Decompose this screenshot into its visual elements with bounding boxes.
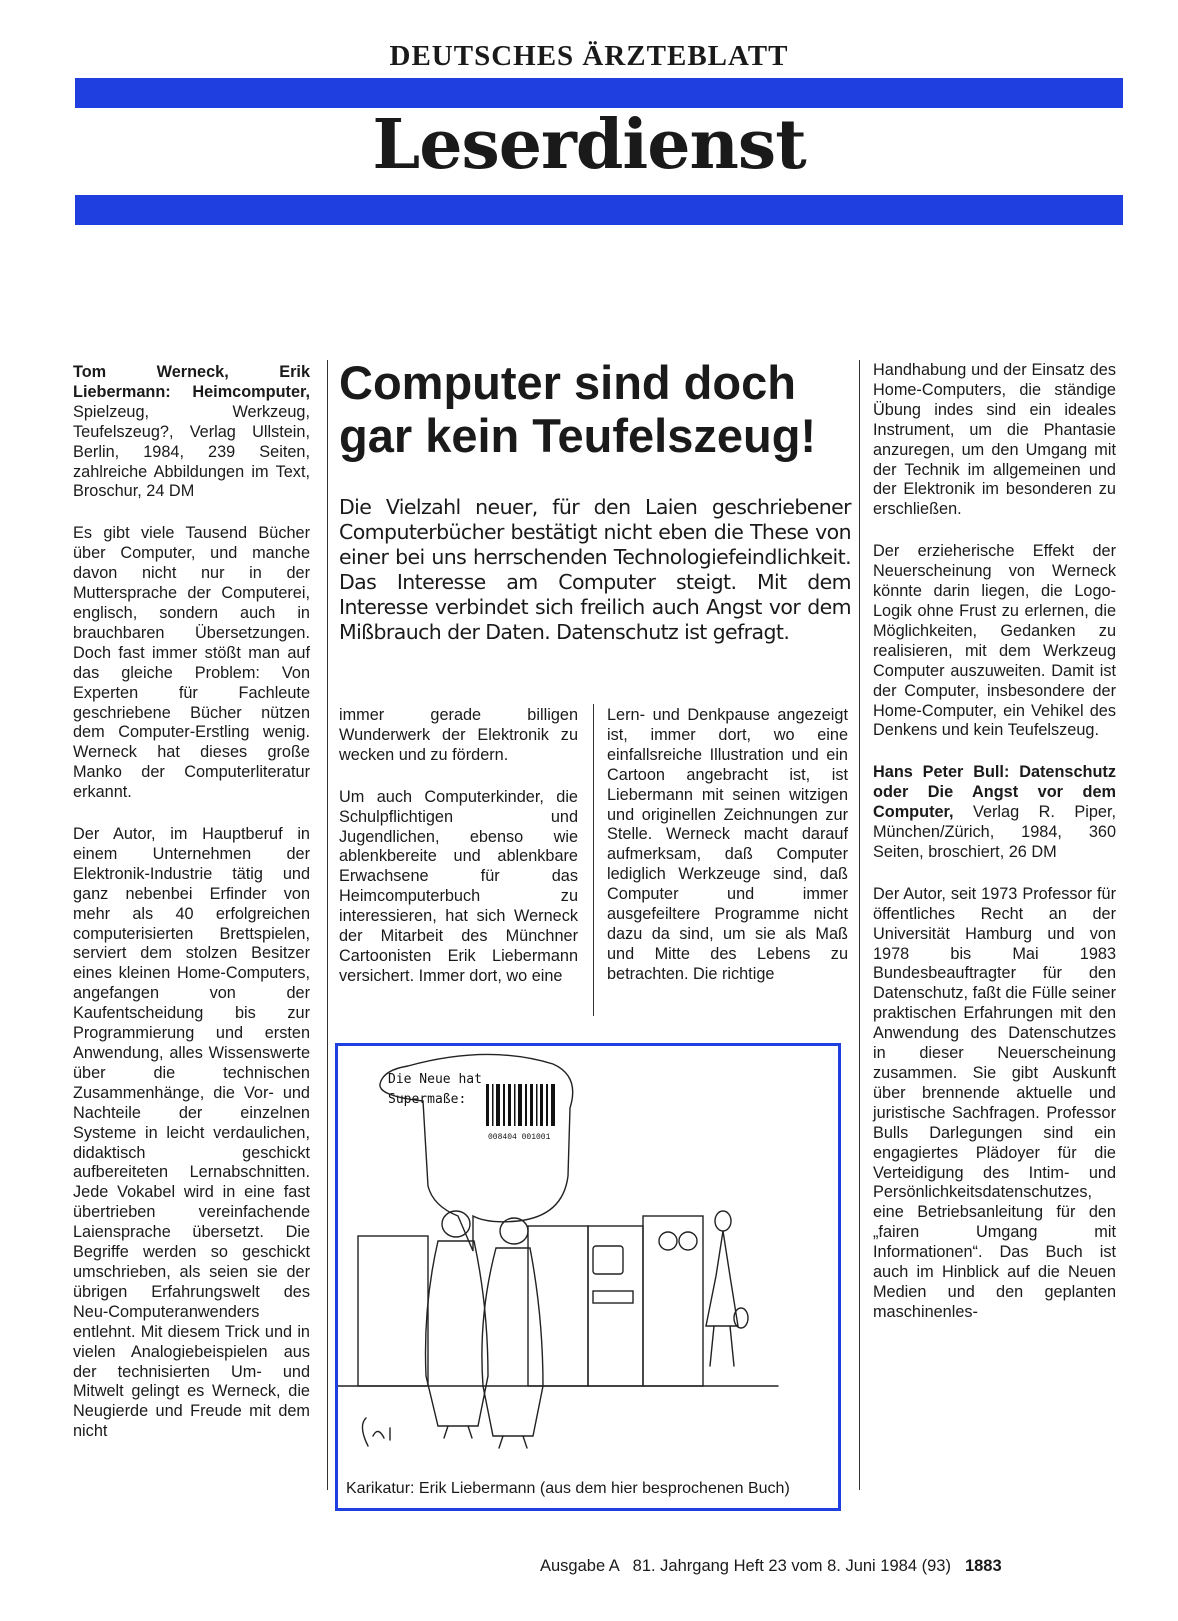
column-rule bbox=[327, 360, 328, 1490]
paragraph: Der erzieherische Effekt der Neuerscheinung von Werneck könnte darin liegen, die Logo-Logik ohne Frust zu erlernen, die Möglichkeiten, Gedanken zu realisieren, mit dem Werkzeug Computer auszuweiten. Damit ist der Computer, insbesondere der Home-Computer, ein Vehikel des Denkens und kein Teufelszeug. bbox=[873, 542, 1116, 740]
paragraph: Um auch Computerkinder, die Schulpflichtigen und Jugendlichen, ebenso wie ablenkbereite und ablenkbare Erwachsene für das Heimcomputerbuch zu interessieren, hat sich Werneck der Mitarbeit des Münchner Cartoonisten Erik Liebermann versichert. Immer dort, wo eine bbox=[339, 787, 578, 985]
book-reference bbox=[73, 363, 310, 502]
book-details: Spielzeug, Werkzeug, Teufelszeug?, Verlag Ullstein, Berlin, 1984, 239 Seiten, zahlreiche Abbildungen im Text, Broschur, 24 DM bbox=[73, 402, 310, 501]
paragraph: Der Autor, seit 1973 Professor für öffentliches Recht an der Universität Hamburg und von 1978 bis Mai 1983 Bundesbeauftragter für den Datenschutz, faßt die Fülle seiner praktischen Erfahrungen mit den Anwendung des Datenschutzes in dieser Neuerscheinung zusammen. Sie gibt Auskunft über brennende aktuelle und juristische Sachfragen. Professor Bulls Darlegungen sind ein engagiertes Plädoyer für die Verteidigung des Intim- und Persönlichkeitsdatenschutzes, eine Betriebsanleitung für den „fairen Umgang mit Informationen“. Das Buch ist auch im Hinblick auf die Neuen Medien und den geplanten maschinenles- bbox=[873, 884, 1116, 1321]
column-1 bbox=[73, 363, 310, 1442]
computer-cabinet bbox=[528, 1226, 588, 1386]
bottom-blue-bar bbox=[75, 195, 1123, 225]
artist-signature bbox=[362, 1418, 390, 1446]
book-title: Hans Peter Bull: Datenschutz oder Die Angst vor dem Computer, bbox=[873, 763, 1116, 822]
computer-cabinet bbox=[643, 1216, 703, 1386]
section-title: Leserdienst bbox=[372, 105, 806, 185]
tape-reel bbox=[679, 1232, 697, 1250]
paragraph: immer gerade billigen Wunderwerk der Elektronik zu wecken und zu fördern. bbox=[339, 706, 578, 764]
book-reference bbox=[873, 763, 1116, 863]
column-4 bbox=[873, 361, 1116, 1323]
paragraph: Handhabung und der Einsatz des Home-Computers, die ständige Übung indes sind ein ideales Instrument, um die Phantasie anzuregen, um den Umgang mit der Technik im allgemeinen und der Elektronik im besonderen zu erschließen. bbox=[873, 361, 1116, 519]
woman-body bbox=[706, 1231, 738, 1326]
computer-cabinet bbox=[588, 1226, 643, 1386]
article-headline: Computer sind doch gar kein Teufelszeug! bbox=[339, 356, 817, 462]
paragraph: Lern- und Denkpause angezeigt ist, immer dort, wo eine einfallsreiche Illustration und ein Cartoon angebracht ist, ist Liebermann mit seinen witzigen und originellen Zeichnungen zur Stelle. Werneck macht darauf aufmerksam, daß Computer lediglich Werkzeuge sind, daß Computer und immer ausgefeiltere Programme nicht dazu da sind, um sie als Maß und Mitte des Lebens zu betrachten. Die richtige bbox=[607, 706, 848, 983]
barcode-number: 008404 001001 bbox=[488, 1133, 551, 1142]
tape-reel bbox=[659, 1232, 677, 1250]
column-rule bbox=[859, 360, 860, 1490]
speech-text: Die Neue hat Supermaße: bbox=[388, 1072, 482, 1107]
man-body bbox=[426, 1241, 489, 1426]
paragraph: Es gibt viele Tausend Bücher über Computer, und manche davon nicht nur in der Muttersprache der Computerei, englisch, sondern auch in brauchbaren Übersetzungen. Doch fast immer stößt man auf das gleiche Problem: Von Experten für Fachleute geschriebene Bücher nützen dem Computer-Erstling wenig. Werneck hat dieses große Manko der Computerliteratur erkannt. bbox=[73, 524, 310, 802]
computer-cabinet bbox=[358, 1236, 428, 1386]
column-2 bbox=[339, 706, 578, 987]
column-rule bbox=[593, 704, 594, 1016]
page-footer bbox=[540, 1557, 1120, 1576]
paragraph: Der Autor, im Hauptberuf in einem Unternehmen der Elektronik-Industrie tätig und ganz nebenbei Erfinder von mehr als 40 erfolgreichen computerisierten Brettspielen, serviert dem stolzen Besitzer eines kleinen Home-Computers, angefangen von der Kaufentscheidung bis zur Programmierung und ersten Anwendung, alles Wissenswerte über die technischen Zusammenhänge, die Vor- und Nachteile der einzelnen Systeme in leicht verdaulichen, didaktisch geschickt aufbereiteten Lernabschnitten. Jede Vokabel wird in eine fast übertrieben vereinfachende Laiensprache übersetzt. Die Begriffe werden so geschickt umschrieben, als seien sie der übrigen Erfahrungswelt des Neu-Computeranwenders entlehnt. Mit diesem Trick und in vielen Analogiebeispielen aus der technisierten Um- und Mitwelt gelingt es Werneck, die Neugierde und Freude mit dem nicht bbox=[73, 825, 310, 1441]
book-details: Verlag R. Piper, München/Zürich, 1984, 360 Seiten, broschiert, 26 DM bbox=[873, 803, 1116, 861]
keyboard bbox=[593, 1291, 633, 1303]
top-blue-bar bbox=[75, 78, 1123, 108]
issue-info: Ausgabe A 81. Jahrgang Heft 23 vom 8. Juni 1984 (93) bbox=[540, 1557, 951, 1575]
masthead-title: DEUTSCHES ÄRZTEBLATT bbox=[389, 40, 789, 72]
page-number: 1883 bbox=[964, 1557, 1002, 1575]
computer-screen bbox=[593, 1246, 623, 1274]
article-lead: Die Vielzahl neuer, für den Laien geschriebener Computerbücher bestätigt nicht eben die These von einer bei uns herrschenden Technologiefeindlichkeit. Das Interesse am Computer steigt. Mit dem Interesse verbindet sich freilich auch Angst vor dem Mißbrauch der Daten. Datenschutz ist gefragt. bbox=[339, 495, 851, 644]
column-3 bbox=[607, 706, 848, 985]
cartoon-illustration bbox=[338, 1046, 838, 1476]
cartoon-caption: Karikatur: Erik Liebermann (aus dem hier besprochenen Buch) bbox=[346, 1480, 790, 1497]
woman-head bbox=[715, 1211, 731, 1231]
man-body bbox=[482, 1248, 543, 1436]
book-title: Tom Werneck, Erik Liebermann: Heimcomputer, bbox=[73, 363, 310, 401]
